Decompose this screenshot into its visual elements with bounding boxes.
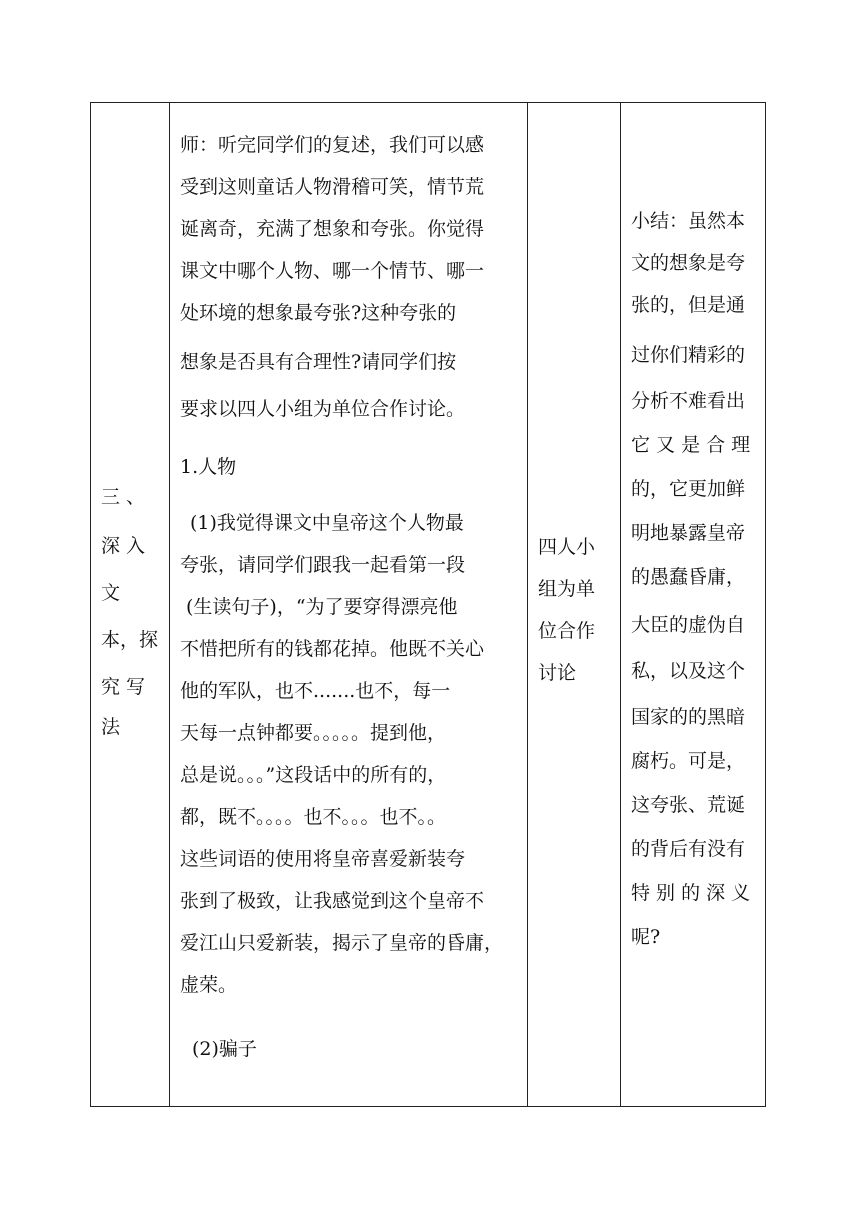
summary-line: 腐朽。可是， <box>631 750 746 772</box>
stage-line: 深 入 <box>101 535 146 557</box>
summary-line: 它 又 是 合 理 <box>631 434 751 456</box>
summary-line: 大臣的虚伪自 <box>631 614 746 636</box>
activity-cell <box>528 103 621 1106</box>
content-line: 处环境的想象最夸张?这种夸张的 <box>180 302 457 324</box>
content-line: 不惜把所有的钱都花掉。他既不关心 <box>180 638 485 660</box>
content-line: 都，既不。。。。也不。。。也不。。 <box>180 806 447 828</box>
activity-line: 四人小 <box>538 536 596 558</box>
activity-line: 位合作 <box>538 620 596 642</box>
content-line: 想象是否具有合理性?请同学们按 <box>180 351 457 373</box>
stage-line: 法 <box>101 716 121 738</box>
summary-line: 张的，但是通 <box>631 294 746 316</box>
content-line: 这些词语的使用将皇帝喜爱新装夸 <box>180 848 466 870</box>
summary-line: 分析不难看出 <box>631 390 746 412</box>
content-line: (1)我觉得课文中皇帝这个人物最 <box>190 512 464 534</box>
content-line: 天每一点钟都要。。。。。提到他， <box>180 722 447 744</box>
content-line: 师：听完同学们的复述，我们可以感 <box>180 134 485 156</box>
summary-line: 的背后有没有 <box>631 838 746 860</box>
content-line: 总是说。。。”这段话中的所有的， <box>180 764 447 786</box>
summary-line: 特 别 的 深 义 <box>631 882 751 904</box>
content-line: 张到了极致，让我感觉到这个皇帝不 <box>180 890 485 912</box>
content-line: 爱江山只爱新装，揭示了皇帝的昏庸， <box>180 932 504 954</box>
stage-line: 本，探 <box>101 629 159 651</box>
stage-line <box>101 485 159 509</box>
content-line: 受到这则童话人物滑稽可笑，情节荒 <box>180 176 485 198</box>
activity-line: 组为单 <box>538 578 596 600</box>
content-cell <box>170 103 528 1106</box>
activity-line: 讨论 <box>538 662 577 684</box>
content-line: 诞离奇，充满了想象和夸张。你觉得 <box>180 218 485 240</box>
content-line: 他的军队，也不.......也不，每一 <box>180 680 451 702</box>
content-line: 要求以四人小组为单位合作讨论。 <box>180 398 466 420</box>
stage-line: 文 <box>101 582 121 604</box>
stage-line-text: 三 、 <box>101 486 146 508</box>
content-line: (2)骗子 <box>192 1038 257 1060</box>
summary-line: 的，它更加鲜 <box>631 478 746 500</box>
content-line: 课文中哪个人物、哪一个情节、哪一 <box>180 260 485 282</box>
content-line: 夸张，请同学们跟我一起看第一段 <box>180 554 466 576</box>
summary-line: 文的想象是夸 <box>631 252 746 274</box>
summary-line: 呢? <box>631 926 661 948</box>
summary-cell <box>621 103 766 1106</box>
summary-line: 明地暴露皇帝 <box>631 522 746 544</box>
summary-line: 这夸张、荒诞 <box>631 794 746 816</box>
stage-line: 究 写 <box>101 676 146 698</box>
summary-line: 的愚蠢昏庸， <box>631 566 746 588</box>
summary-line: 小结：虽然本 <box>631 210 746 232</box>
stage-cell <box>91 103 170 1106</box>
summary-line: 国家的的黑暗 <box>631 706 746 728</box>
summary-line: 私，以及这个 <box>631 660 746 682</box>
lesson-table <box>90 102 766 1107</box>
content-line: (生读句子)，“为了要穿得漂亮他 <box>186 596 458 618</box>
content-line: 1.人物 <box>180 456 237 478</box>
summary-line: 过你们精彩的 <box>631 344 746 366</box>
content-line: 虚荣。 <box>180 974 238 996</box>
